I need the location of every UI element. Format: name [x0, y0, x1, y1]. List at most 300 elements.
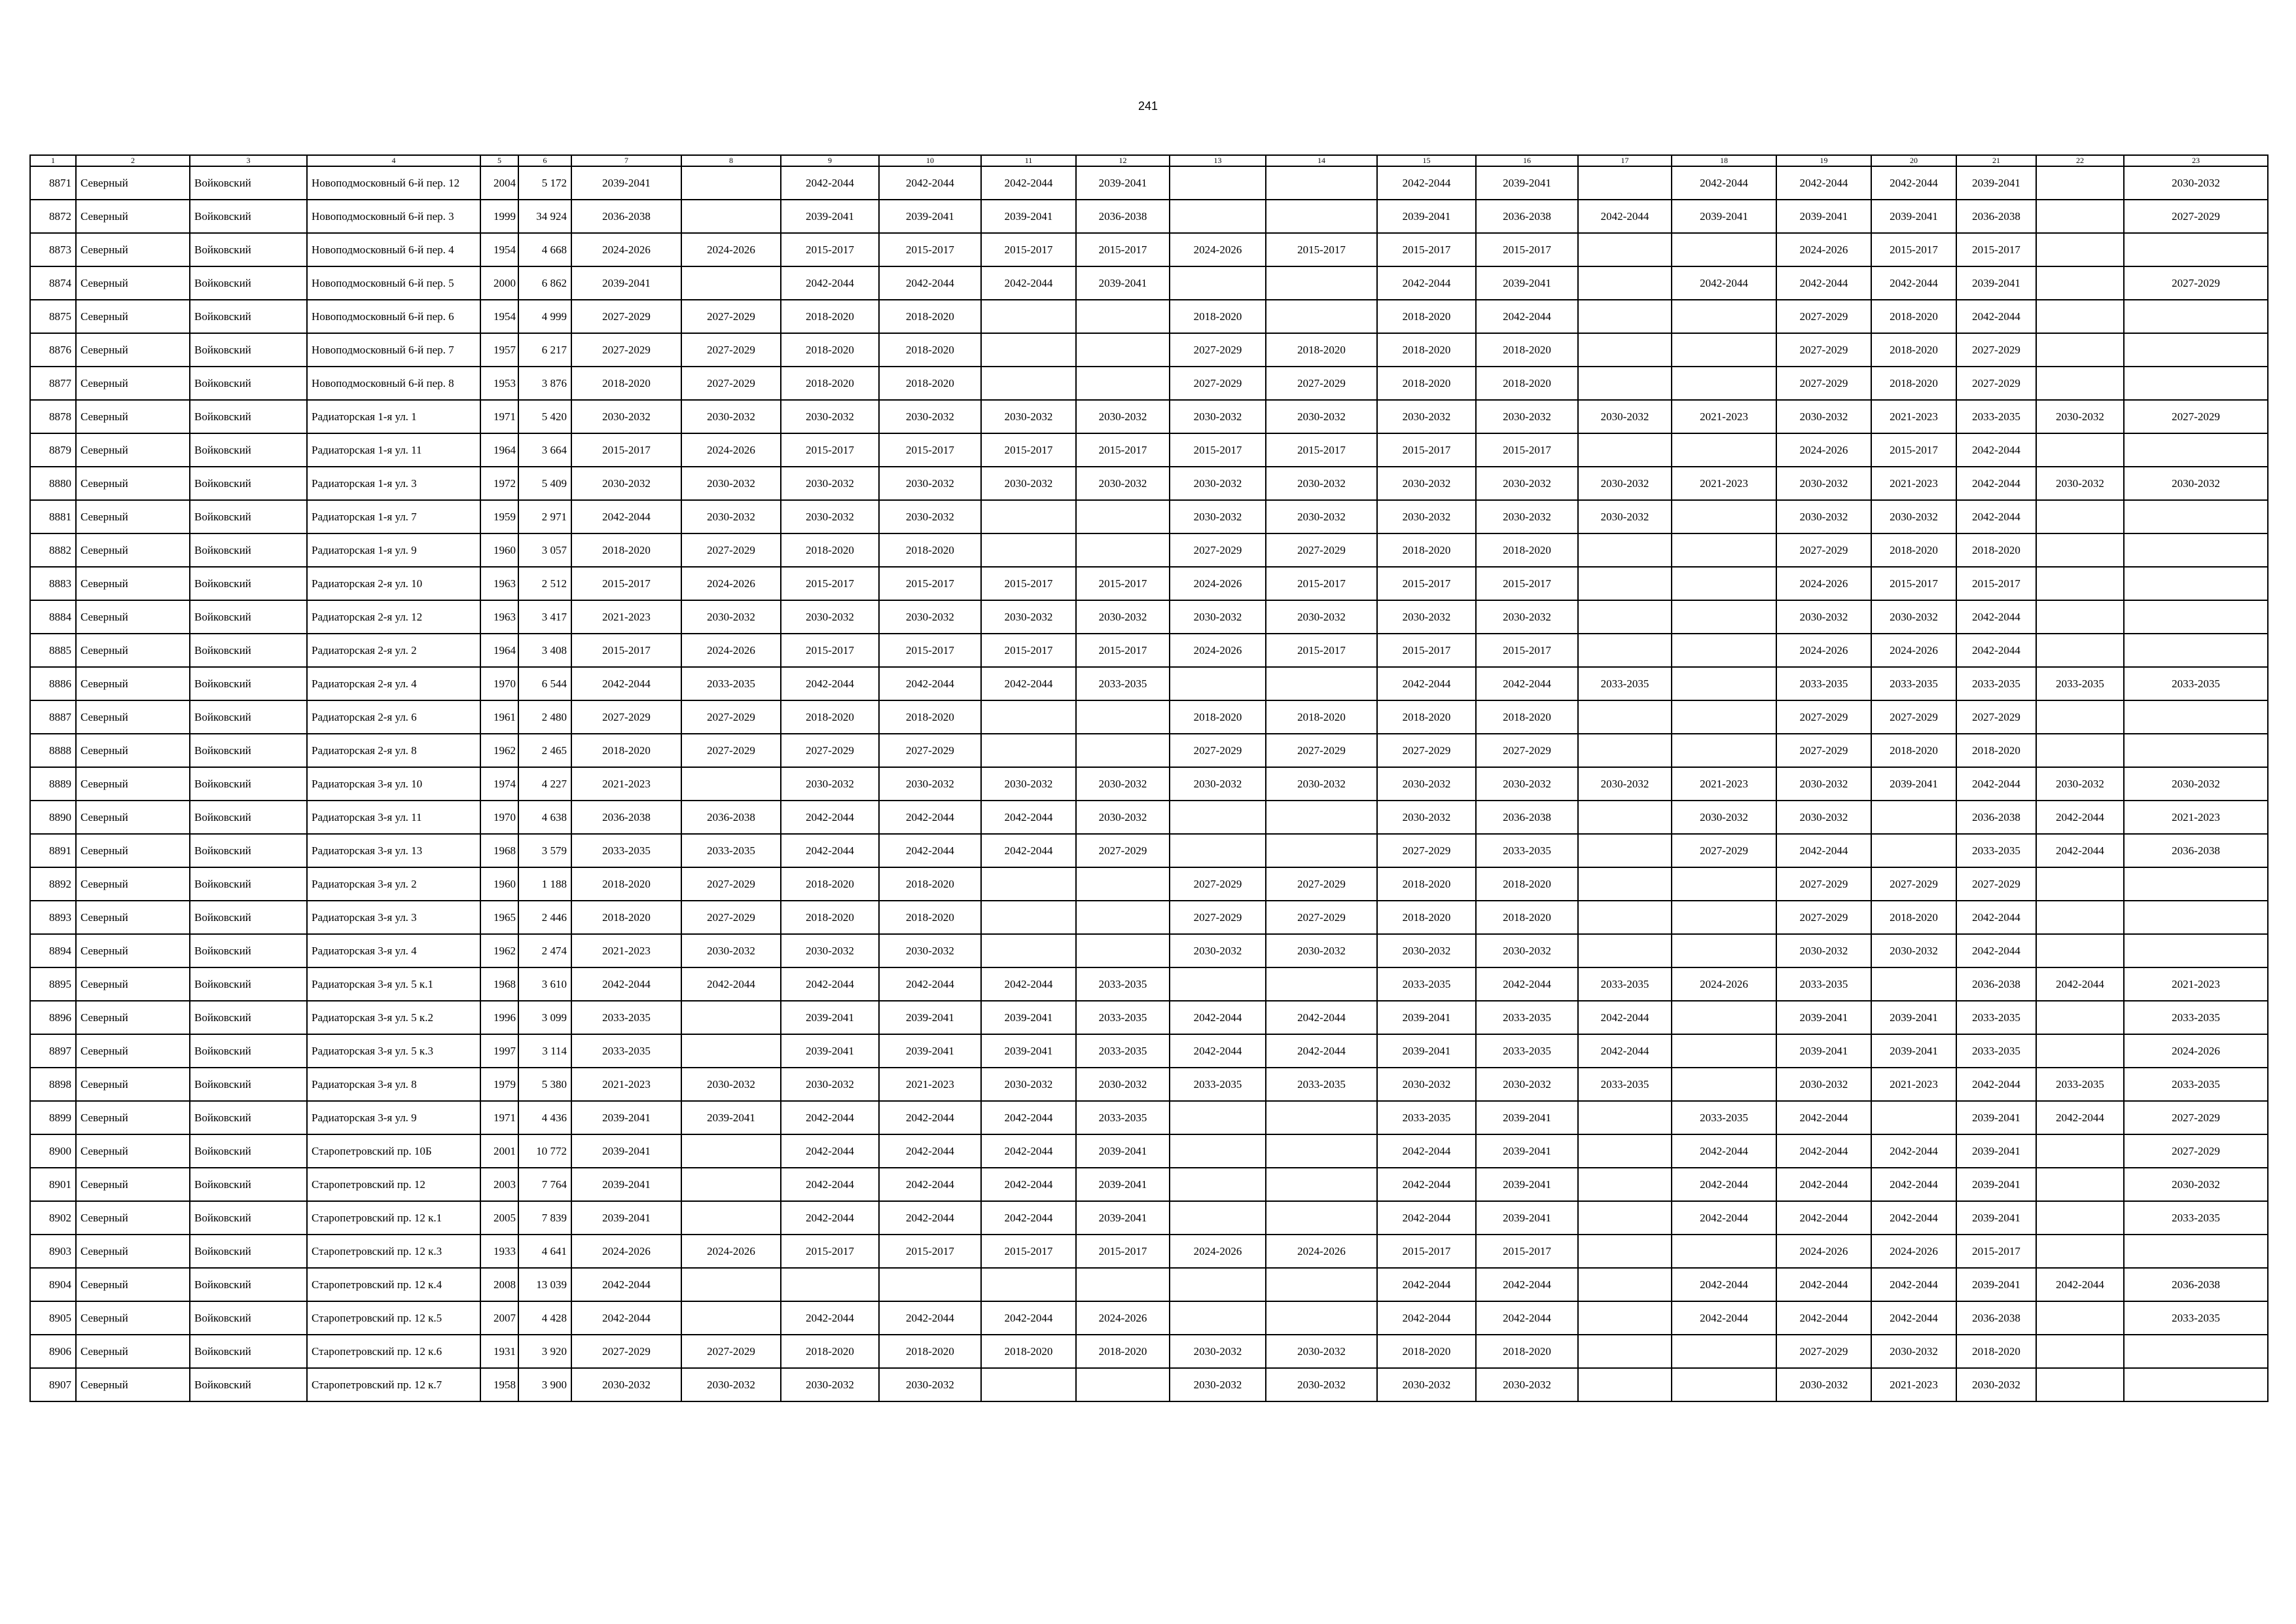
- period-cell: 2042-2044: [781, 1101, 879, 1134]
- period-cell: 2033-2035: [1956, 1034, 2036, 1068]
- period-cell: 2018-2020: [981, 1335, 1076, 1368]
- period-cell: [681, 166, 781, 200]
- period-cell: 2030-2032: [1266, 934, 1377, 967]
- period-cell: 2027-2029: [1170, 867, 1266, 901]
- period-cell: 2027-2029: [1776, 901, 1871, 934]
- municipality-cell: Войковский: [190, 467, 307, 500]
- area-cell: 3 900: [518, 1368, 571, 1401]
- period-cell: 2033-2035: [1776, 667, 1871, 700]
- period-cell: 2033-2035: [1476, 1001, 1578, 1034]
- period-cell: 2042-2044: [1377, 1268, 1476, 1301]
- district-cell: Северный: [76, 1235, 190, 1268]
- build-year-cell: 1965: [480, 901, 518, 934]
- period-cell: 2024-2026: [1776, 634, 1871, 667]
- table-row: [30, 1168, 2268, 1201]
- period-cell: 2030-2032: [1377, 600, 1476, 634]
- period-cell: 2027-2029: [681, 901, 781, 934]
- period-cell: 2030-2032: [1170, 600, 1266, 634]
- district-cell: Северный: [76, 667, 190, 700]
- period-cell: 2027-2029: [681, 533, 781, 567]
- table-row: [30, 1134, 2268, 1168]
- period-cell: [1170, 1101, 1266, 1134]
- period-cell: 2042-2044: [981, 1301, 1076, 1335]
- municipality-cell: Войковский: [190, 333, 307, 367]
- period-cell: [2036, 600, 2124, 634]
- period-cell: 2027-2029: [681, 300, 781, 333]
- table-row: [30, 533, 2268, 567]
- period-cell: 2033-2035: [1076, 1034, 1170, 1068]
- period-cell: 2021-2023: [571, 1068, 681, 1101]
- period-cell: 2039-2041: [1377, 200, 1476, 233]
- district-cell: Северный: [76, 433, 190, 467]
- period-cell: 2036-2038: [1476, 200, 1578, 233]
- period-cell: 2042-2044: [981, 266, 1076, 300]
- municipality-cell: Войковский: [190, 1368, 307, 1401]
- period-cell: 2042-2044: [1956, 467, 2036, 500]
- period-cell: 2033-2035: [681, 667, 781, 700]
- period-cell: 2042-2044: [1170, 1034, 1266, 1068]
- period-cell: 2039-2041: [879, 1001, 981, 1034]
- table-body: [30, 166, 2268, 1401]
- period-cell: 2033-2035: [1076, 1001, 1170, 1034]
- period-cell: [1672, 333, 1776, 367]
- period-cell: 2021-2023: [1871, 1368, 1956, 1401]
- period-cell: 2024-2026: [681, 233, 781, 266]
- period-cell: 2030-2032: [1377, 467, 1476, 500]
- period-cell: 2039-2041: [681, 1101, 781, 1134]
- period-cell: 2033-2035: [1076, 1101, 1170, 1134]
- period-cell: [2036, 1001, 2124, 1034]
- period-cell: [1578, 567, 1672, 600]
- municipality-cell: Войковский: [190, 600, 307, 634]
- period-cell: 2033-2035: [1956, 1001, 2036, 1034]
- period-cell: 2018-2020: [1377, 367, 1476, 400]
- period-cell: [2124, 533, 2268, 567]
- period-cell: [2036, 367, 2124, 400]
- table-row: [30, 1335, 2268, 1368]
- period-cell: [2124, 901, 2268, 934]
- period-cell: 2042-2044: [781, 834, 879, 867]
- period-cell: 2015-2017: [781, 433, 879, 467]
- period-cell: [1266, 1268, 1377, 1301]
- period-cell: [2124, 634, 2268, 667]
- period-cell: [681, 767, 781, 801]
- build-year-cell: 1974: [480, 767, 518, 801]
- period-cell: 2030-2032: [1170, 467, 1266, 500]
- district-cell: Северный: [76, 600, 190, 634]
- period-cell: [1578, 266, 1672, 300]
- period-cell: [2036, 934, 2124, 967]
- period-cell: 2027-2029: [1266, 867, 1377, 901]
- period-cell: 2027-2029: [1266, 901, 1377, 934]
- area-cell: 7 764: [518, 1168, 571, 1201]
- period-cell: [2036, 1134, 2124, 1168]
- period-cell: 2030-2032: [879, 500, 981, 533]
- period-cell: 2027-2029: [1170, 533, 1266, 567]
- period-cell: 2039-2041: [1871, 200, 1956, 233]
- period-cell: 2039-2041: [981, 200, 1076, 233]
- period-cell: 2042-2044: [1956, 1068, 2036, 1101]
- period-cell: [1672, 700, 1776, 734]
- address-cell: Радиаторская 2-я ул. 2: [307, 634, 480, 667]
- period-cell: 2042-2044: [571, 667, 681, 700]
- period-cell: 2042-2044: [1871, 1134, 1956, 1168]
- period-cell: 2024-2026: [681, 567, 781, 600]
- period-cell: 2018-2020: [1377, 300, 1476, 333]
- period-cell: 2018-2020: [781, 300, 879, 333]
- period-cell: 2030-2032: [1170, 934, 1266, 967]
- period-cell: 2015-2017: [879, 634, 981, 667]
- column-number: 13: [1170, 155, 1266, 166]
- period-cell: [1871, 801, 1956, 834]
- district-cell: Северный: [76, 367, 190, 400]
- period-cell: 2042-2044: [1672, 1168, 1776, 1201]
- period-cell: 2039-2041: [1871, 1034, 1956, 1068]
- period-cell: [1266, 1168, 1377, 1201]
- municipality-cell: Войковский: [190, 634, 307, 667]
- period-cell: 2039-2041: [1476, 1168, 1578, 1201]
- build-year-cell: 1970: [480, 801, 518, 834]
- period-cell: [1578, 834, 1672, 867]
- record-number-cell: 8900: [30, 1134, 76, 1168]
- period-cell: 2018-2020: [571, 533, 681, 567]
- period-cell: [1578, 1335, 1672, 1368]
- period-cell: 2042-2044: [879, 1301, 981, 1335]
- area-cell: 6 544: [518, 667, 571, 700]
- period-cell: 2039-2041: [879, 1034, 981, 1068]
- municipality-cell: Войковский: [190, 1201, 307, 1235]
- municipality-cell: Войковский: [190, 433, 307, 467]
- area-cell: 3 664: [518, 433, 571, 467]
- period-cell: 2039-2041: [981, 1001, 1076, 1034]
- build-year-cell: 1954: [480, 300, 518, 333]
- period-cell: [1170, 1301, 1266, 1335]
- municipality-cell: Войковский: [190, 1335, 307, 1368]
- period-cell: 2018-2020: [571, 867, 681, 901]
- period-cell: 2042-2044: [571, 967, 681, 1001]
- district-cell: Северный: [76, 634, 190, 667]
- period-cell: [1672, 634, 1776, 667]
- period-cell: [2036, 567, 2124, 600]
- period-cell: [1672, 433, 1776, 467]
- period-cell: 2036-2038: [1956, 967, 2036, 1001]
- district-cell: Северный: [76, 266, 190, 300]
- area-cell: 34 924: [518, 200, 571, 233]
- period-cell: 2021-2023: [571, 767, 681, 801]
- period-cell: 2030-2032: [1076, 801, 1170, 834]
- column-number: 15: [1377, 155, 1476, 166]
- period-cell: 2042-2044: [1776, 1268, 1871, 1301]
- period-cell: 2015-2017: [1377, 433, 1476, 467]
- period-cell: 2015-2017: [879, 567, 981, 600]
- period-cell: 2030-2032: [781, 1068, 879, 1101]
- period-cell: [1578, 801, 1672, 834]
- period-cell: 2018-2020: [879, 901, 981, 934]
- table-row: [30, 1301, 2268, 1335]
- period-cell: 2039-2041: [879, 200, 981, 233]
- period-cell: 2039-2041: [571, 1168, 681, 1201]
- municipality-cell: Войковский: [190, 867, 307, 901]
- area-cell: 3 099: [518, 1001, 571, 1034]
- period-cell: 2030-2032: [681, 600, 781, 634]
- column-number: 11: [981, 155, 1076, 166]
- period-cell: [2036, 901, 2124, 934]
- period-cell: 2027-2029: [681, 333, 781, 367]
- column-number: 23: [2124, 155, 2268, 166]
- build-year-cell: 1997: [480, 1034, 518, 1068]
- record-number-cell: 8897: [30, 1034, 76, 1068]
- period-cell: [1578, 1201, 1672, 1235]
- period-cell: 2015-2017: [1076, 1235, 1170, 1268]
- period-cell: 2027-2029: [1776, 867, 1871, 901]
- column-number: 21: [1956, 155, 2036, 166]
- period-cell: 2027-2029: [1776, 333, 1871, 367]
- period-cell: 2042-2044: [1776, 1301, 1871, 1335]
- period-cell: 2015-2017: [879, 1235, 981, 1268]
- period-cell: [1170, 667, 1266, 700]
- period-cell: [1672, 1034, 1776, 1068]
- district-cell: Северный: [76, 700, 190, 734]
- period-cell: 2024-2026: [1871, 1235, 1956, 1268]
- build-year-cell: 2007: [480, 1301, 518, 1335]
- build-year-cell: 2003: [480, 1168, 518, 1201]
- period-cell: 2042-2044: [1956, 300, 2036, 333]
- build-year-cell: 1960: [480, 867, 518, 901]
- period-cell: [1578, 700, 1672, 734]
- table-row: [30, 367, 2268, 400]
- period-cell: 2018-2020: [1476, 867, 1578, 901]
- period-cell: 2027-2029: [681, 734, 781, 767]
- period-cell: 2039-2041: [781, 1001, 879, 1034]
- period-cell: [1672, 1335, 1776, 1368]
- period-cell: 2030-2032: [1672, 801, 1776, 834]
- column-number-row: [30, 155, 2268, 166]
- period-cell: 2021-2023: [1871, 1068, 1956, 1101]
- district-cell: Северный: [76, 834, 190, 867]
- period-cell: [1578, 300, 1672, 333]
- table-row: [30, 1201, 2268, 1235]
- period-cell: 2039-2041: [1476, 1134, 1578, 1168]
- municipality-cell: Войковский: [190, 667, 307, 700]
- period-cell: 2024-2026: [1170, 233, 1266, 266]
- period-cell: 2042-2044: [1377, 166, 1476, 200]
- column-number: 2: [76, 155, 190, 166]
- address-cell: Радиаторская 3-я ул. 9: [307, 1101, 480, 1134]
- period-cell: 2018-2020: [879, 533, 981, 567]
- district-cell: Северный: [76, 1134, 190, 1168]
- address-cell: Радиаторская 3-я ул. 4: [307, 934, 480, 967]
- record-number-cell: 8882: [30, 533, 76, 567]
- period-cell: 2015-2017: [1076, 634, 1170, 667]
- address-cell: Радиаторская 3-я ул. 5 к.3: [307, 1034, 480, 1068]
- period-cell: 2042-2044: [781, 166, 879, 200]
- period-cell: [2036, 700, 2124, 734]
- period-cell: 2018-2020: [571, 734, 681, 767]
- build-year-cell: 1958: [480, 1368, 518, 1401]
- build-year-cell: 2008: [480, 1268, 518, 1301]
- period-cell: 2039-2041: [1776, 1034, 1871, 1068]
- municipality-cell: Войковский: [190, 1168, 307, 1201]
- record-number-cell: 8871: [30, 166, 76, 200]
- period-cell: 2033-2035: [1076, 967, 1170, 1001]
- period-cell: 2042-2044: [879, 1101, 981, 1134]
- period-cell: 2030-2032: [681, 1068, 781, 1101]
- period-cell: 2015-2017: [981, 233, 1076, 266]
- period-cell: [2124, 1335, 2268, 1368]
- period-cell: 2027-2029: [1170, 734, 1266, 767]
- period-cell: 2033-2035: [571, 1034, 681, 1068]
- period-cell: [2124, 934, 2268, 967]
- area-cell: 3 417: [518, 600, 571, 634]
- period-cell: 2030-2032: [1476, 467, 1578, 500]
- period-cell: 2027-2029: [2124, 200, 2268, 233]
- period-cell: 2033-2035: [1377, 1101, 1476, 1134]
- column-number: 16: [1476, 155, 1578, 166]
- period-cell: 2027-2029: [1776, 734, 1871, 767]
- period-cell: 2018-2020: [879, 300, 981, 333]
- period-cell: 2015-2017: [1956, 233, 2036, 266]
- period-cell: 2027-2029: [681, 867, 781, 901]
- period-cell: [1266, 200, 1377, 233]
- area-cell: 6 217: [518, 333, 571, 367]
- period-cell: 2015-2017: [1871, 233, 1956, 266]
- period-cell: [1076, 1368, 1170, 1401]
- period-cell: [781, 1268, 879, 1301]
- period-cell: [1672, 1001, 1776, 1034]
- period-cell: 2042-2044: [1578, 1034, 1672, 1068]
- record-number-cell: 8902: [30, 1201, 76, 1235]
- period-cell: 2039-2041: [1476, 266, 1578, 300]
- period-cell: [1672, 533, 1776, 567]
- build-year-cell: 1959: [480, 500, 518, 533]
- column-number: 17: [1578, 155, 1672, 166]
- period-cell: 2015-2017: [1377, 1235, 1476, 1268]
- area-cell: 6 862: [518, 266, 571, 300]
- build-year-cell: 1960: [480, 533, 518, 567]
- period-cell: 2015-2017: [781, 634, 879, 667]
- period-cell: 2015-2017: [1476, 1235, 1578, 1268]
- period-cell: 2042-2044: [879, 1201, 981, 1235]
- period-cell: 2024-2026: [1266, 1235, 1377, 1268]
- build-year-cell: 2004: [480, 166, 518, 200]
- area-cell: 2 971: [518, 500, 571, 533]
- address-cell: Старопетровский пр. 12 к.3: [307, 1235, 480, 1268]
- record-number-cell: 8874: [30, 266, 76, 300]
- period-cell: 2030-2032: [1377, 1068, 1476, 1101]
- address-cell: Старопетровский пр. 12 к.5: [307, 1301, 480, 1335]
- period-cell: 2042-2044: [2036, 967, 2124, 1001]
- table-row: [30, 567, 2268, 600]
- period-cell: 2033-2035: [1956, 400, 2036, 433]
- period-cell: 2039-2041: [1076, 1201, 1170, 1235]
- address-cell: Старопетровский пр. 12 к.4: [307, 1268, 480, 1301]
- period-cell: [2124, 567, 2268, 600]
- district-cell: Северный: [76, 467, 190, 500]
- table-row: [30, 667, 2268, 700]
- period-cell: 2018-2020: [781, 333, 879, 367]
- period-cell: [1871, 967, 1956, 1001]
- period-cell: 2042-2044: [1672, 166, 1776, 200]
- build-year-cell: 1957: [480, 333, 518, 367]
- period-cell: 2036-2038: [1956, 200, 2036, 233]
- period-cell: 2042-2044: [1776, 1101, 1871, 1134]
- district-cell: Северный: [76, 901, 190, 934]
- column-number: 10: [879, 155, 981, 166]
- period-cell: 2030-2032: [1266, 467, 1377, 500]
- period-cell: [1578, 934, 1672, 967]
- period-cell: [1871, 834, 1956, 867]
- address-cell: Радиаторская 3-я ул. 13: [307, 834, 480, 867]
- district-cell: Северный: [76, 533, 190, 567]
- period-cell: 2030-2032: [2124, 467, 2268, 500]
- period-cell: 2018-2020: [1871, 367, 1956, 400]
- period-cell: 2036-2038: [2124, 1268, 2268, 1301]
- period-cell: [1266, 967, 1377, 1001]
- period-cell: [681, 1168, 781, 1201]
- table-row: [30, 767, 2268, 801]
- period-cell: 2033-2035: [1076, 667, 1170, 700]
- period-cell: 2015-2017: [1476, 433, 1578, 467]
- period-cell: [2124, 867, 2268, 901]
- period-cell: 2021-2023: [1672, 467, 1776, 500]
- period-cell: [2036, 533, 2124, 567]
- period-cell: 2039-2041: [1476, 1201, 1578, 1235]
- period-cell: 2015-2017: [981, 1235, 1076, 1268]
- period-cell: 2015-2017: [879, 233, 981, 266]
- period-cell: 2024-2026: [681, 1235, 781, 1268]
- municipality-cell: Войковский: [190, 1101, 307, 1134]
- period-cell: 2030-2032: [879, 467, 981, 500]
- period-cell: 2042-2044: [681, 967, 781, 1001]
- record-number-cell: 8876: [30, 333, 76, 367]
- district-cell: Северный: [76, 967, 190, 1001]
- period-cell: 2018-2020: [1476, 1335, 1578, 1368]
- period-cell: 2039-2041: [571, 266, 681, 300]
- build-year-cell: 1971: [480, 400, 518, 433]
- period-cell: [1672, 1235, 1776, 1268]
- build-year-cell: 1972: [480, 467, 518, 500]
- period-cell: 2042-2044: [781, 1301, 879, 1335]
- period-cell: 2030-2032: [681, 1368, 781, 1401]
- address-cell: Радиаторская 3-я ул. 10: [307, 767, 480, 801]
- period-cell: [981, 500, 1076, 533]
- period-cell: [1170, 801, 1266, 834]
- record-number-cell: 8886: [30, 667, 76, 700]
- table-row: [30, 1034, 2268, 1068]
- period-cell: 2018-2020: [1266, 333, 1377, 367]
- period-cell: 2018-2020: [1871, 300, 1956, 333]
- period-cell: [1578, 1368, 1672, 1401]
- area-cell: 3 920: [518, 1335, 571, 1368]
- municipality-cell: Войковский: [190, 567, 307, 600]
- period-cell: 2042-2044: [1871, 266, 1956, 300]
- period-cell: [1266, 667, 1377, 700]
- address-cell: Старопетровский пр. 12 к.6: [307, 1335, 480, 1368]
- period-cell: [1266, 1101, 1377, 1134]
- address-cell: Радиаторская 3-я ул. 2: [307, 867, 480, 901]
- area-cell: 5 420: [518, 400, 571, 433]
- table-row: [30, 700, 2268, 734]
- address-cell: Радиаторская 3-я ул. 11: [307, 801, 480, 834]
- period-cell: 2039-2041: [981, 1034, 1076, 1068]
- period-cell: 2036-2038: [2124, 834, 2268, 867]
- period-cell: 2027-2029: [1476, 734, 1578, 767]
- period-cell: 2015-2017: [1476, 567, 1578, 600]
- period-cell: 2042-2044: [1956, 433, 2036, 467]
- table-row: [30, 600, 2268, 634]
- record-number-cell: 8901: [30, 1168, 76, 1201]
- period-cell: 2018-2020: [1377, 867, 1476, 901]
